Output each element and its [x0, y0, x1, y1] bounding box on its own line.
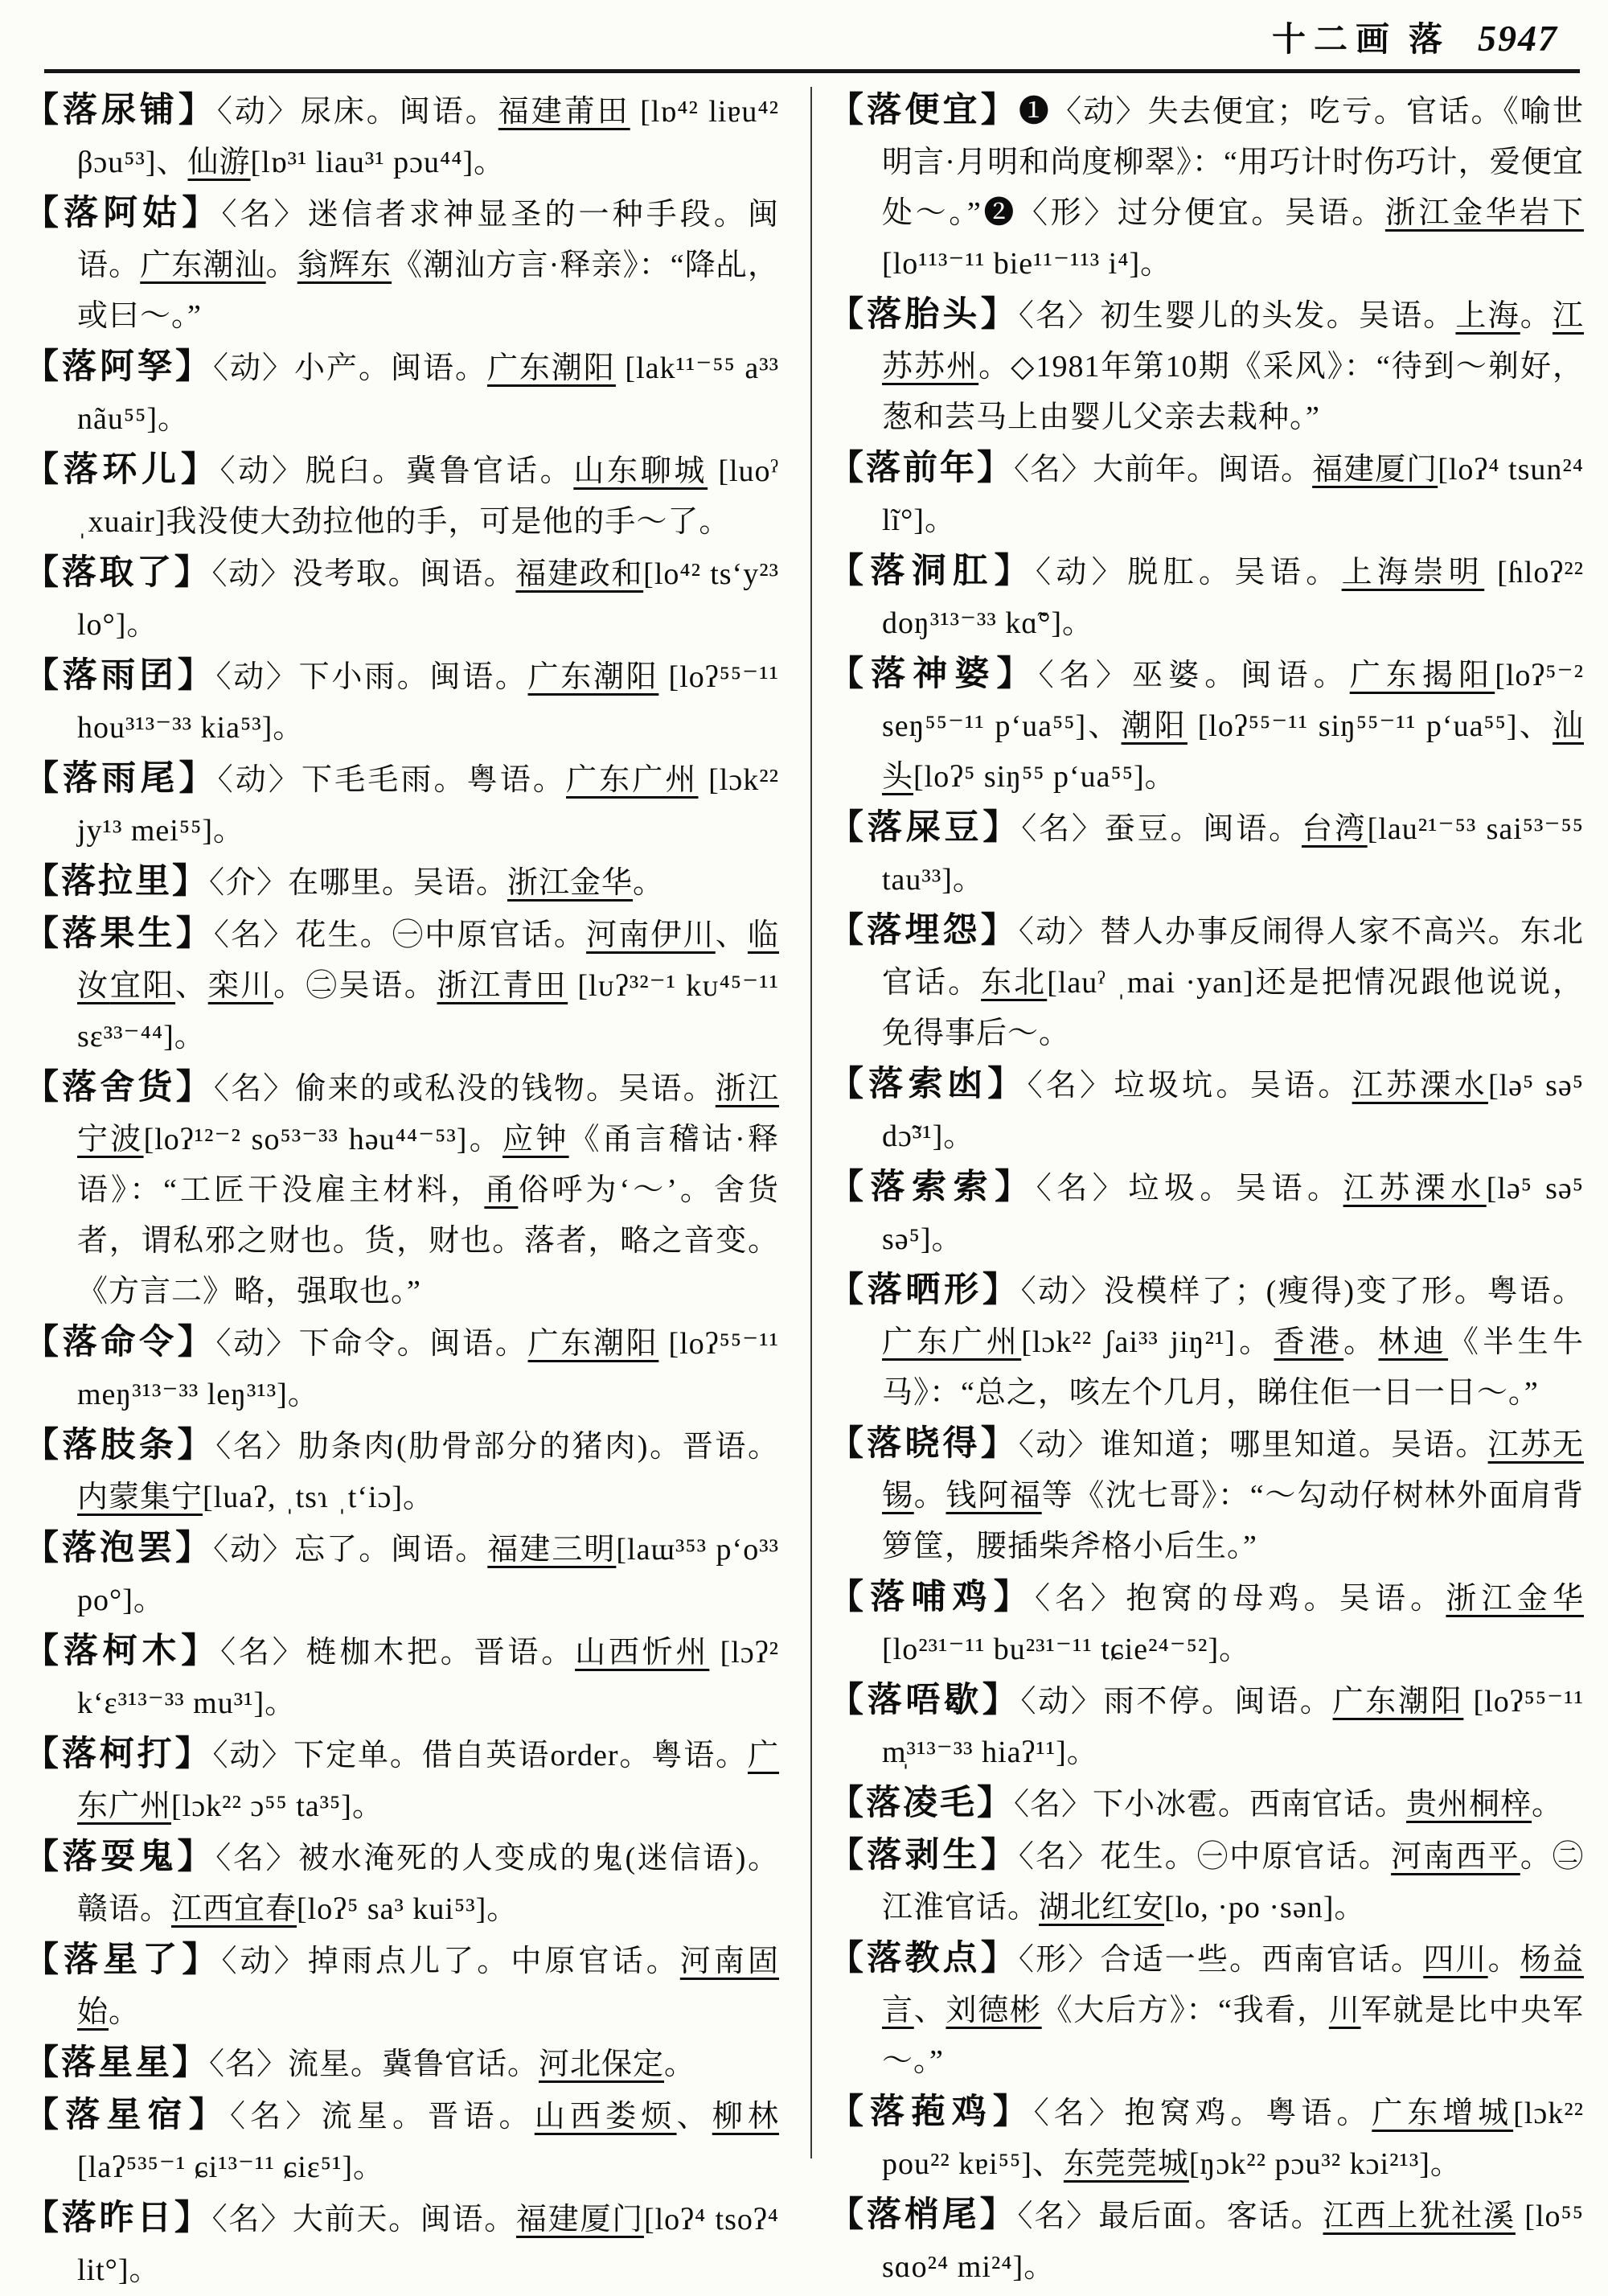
page-number: 5947: [1478, 18, 1558, 59]
entry-text: [loʔ⁵⁵⁻¹¹ hou³¹³⁻³³ kia⁵³]。: [77, 660, 779, 745]
entry-text: [lo⁵⁵ sɑo²⁴ mi²⁴]。: [882, 2199, 1584, 2284]
entry-text: 〈动〉替人办事反闹得人家不高兴。东北官话。: [882, 915, 1584, 1000]
entry-headword: 【落教点】: [829, 1940, 1019, 1978]
right-column: [829, 85, 1584, 2296]
entry-text: [loʔ⁴ tsun²⁴ lĩ°]。: [882, 453, 1585, 537]
entry-text: 〈名〉花生。㊀中原官话。: [213, 918, 587, 952]
dict-entry: [24, 856, 779, 909]
entry-text: 〈动〉下小雨。闽语。: [215, 660, 528, 694]
stroke-count-label: 十二画: [1271, 22, 1397, 59]
entry-text: [lak¹¹⁻⁵⁵ a³³ nãu⁵⁵]。: [77, 351, 779, 436]
proper-noun: 临汝: [77, 918, 779, 1003]
dict-entry: [829, 1778, 1584, 1830]
proper-noun: 贵州桐梓: [1406, 1788, 1532, 1822]
entry-text: [ŋɔk²² pɔu³² kɔi²¹³]。: [1188, 2147, 1462, 2181]
dict-entry: [24, 445, 779, 548]
proper-noun: 浙江青田: [437, 969, 568, 1003]
proper-noun: 江苏苏州: [882, 299, 1584, 384]
page-header: [1272, 13, 1558, 61]
entry-text: [lo⁴² tsʻy²³ lo°]。: [77, 557, 780, 642]
proper-noun: 湖北红安: [1039, 1891, 1165, 1924]
dict-entry: [829, 1265, 1584, 1419]
entry-text: 军就是比中央军～。”: [882, 1994, 1584, 2078]
proper-noun: 四川: [1423, 1943, 1488, 1977]
proper-noun: 栾川: [207, 969, 274, 1003]
entry-text: [lɔk²² jy¹³ mei⁵⁵]。: [77, 763, 779, 848]
entry-headword: 【落洞肛】: [829, 552, 1036, 590]
entry-text: [ɦloʔ²² doŋ³¹³⁻³³ kɑ̃°]。: [882, 556, 1584, 640]
entry-headword: 【落星了】: [24, 1941, 222, 1979]
entry-text: 。: [1487, 1943, 1520, 1977]
header-rule: [44, 69, 1580, 73]
entry-headword: 【落拉里】: [24, 863, 209, 901]
entry-headword: 【落雨尾】: [24, 760, 218, 798]
proper-noun: 内蒙集宁: [77, 1481, 203, 1514]
entry-headword: 【落柯打】: [24, 1735, 213, 1773]
entry-text: 《大后方》：“我看，: [1041, 1994, 1329, 2027]
proper-noun: 东北: [981, 966, 1048, 1000]
dict-entry: [829, 443, 1584, 546]
proper-noun: 杨益言: [882, 1943, 1584, 2027]
dict-entry: [24, 1523, 779, 1626]
entry-text: 。: [664, 2048, 696, 2081]
dict-entry: [24, 1317, 779, 1420]
entry-headword: 【落埋怨】: [829, 912, 1019, 950]
proper-noun: 福建厦门: [516, 2203, 644, 2236]
entry-text: 〈动〉忘了。闽语。: [213, 1533, 488, 1567]
proper-noun: 河南伊川: [586, 918, 716, 952]
entry-text: [laɯ³⁵³ pʻo³³ po°]。: [77, 1533, 779, 1617]
dict-entry: [829, 1419, 1584, 1572]
entry-columns: [24, 85, 1584, 2296]
entry-text: [loʔ⁵⁻² seŋ⁵⁵⁻¹¹ pʻua⁵⁵]、: [882, 659, 1584, 743]
proper-noun: 广东揭阳: [1349, 659, 1495, 692]
entry-text: [loʔ⁵⁵⁻¹¹ meŋ³¹³⁻³³ leŋ³¹³]。: [77, 1327, 779, 1411]
entry-text: 〈介〉在哪里。吴语。: [209, 866, 508, 900]
dict-entry: [829, 649, 1584, 803]
entry-text: 〈名〉大前年。闽语。: [1014, 453, 1313, 487]
entry-text: 〈名〉垃圾坑。吴语。: [1027, 1069, 1352, 1103]
entry-text: 。: [109, 1995, 141, 2029]
dict-entry: [829, 2087, 1584, 2190]
entry-text: [lauˀ ˌmai ·yan]还是把情况跟他说说，免得事后～。: [882, 966, 1584, 1050]
entry-text: [lo¹¹³⁻¹¹ bie¹¹⁻¹¹³ i⁴]。: [882, 247, 1172, 281]
entry-text: 〈名〉抱窝的母鸡。吴语。: [1035, 1582, 1446, 1616]
entry-text: [lɒ³¹ liau³¹ pɔu⁴⁴]。: [250, 146, 506, 179]
entry-headword: 【落哺鸡】: [829, 1579, 1035, 1616]
entry-text: [lɔʔ² kʻɛ³¹³⁻³³ mu³¹]。: [77, 1636, 779, 1720]
proper-noun: 江西上犹社溪: [1323, 2199, 1516, 2233]
entry-headword: 【落星星】: [24, 2044, 209, 2082]
dict-entry: [829, 1059, 1584, 1162]
dict-entry: [24, 1420, 779, 1523]
proper-noun: 广东增城: [1372, 2097, 1514, 2130]
entry-text: 《甬言稽诂·释语》：“工匠干没雇主材料，: [77, 1123, 779, 1207]
proper-noun: 甬: [484, 1173, 519, 1207]
entry-text: [lo, ·po ·sən]。: [1164, 1891, 1366, 1924]
entry-text: 。: [633, 866, 665, 900]
entry-text: 《半生牛马》：“总之，咳左个几月，睇住佢一日一日～。”: [882, 1325, 1584, 1410]
entry-text: 〈名〉抱窝鸡。粤语。: [1033, 2097, 1372, 2130]
proper-noun: 东莞莞城: [1063, 2147, 1189, 2181]
dict-entry: [829, 290, 1584, 443]
entry-text: [lau²¹⁻⁵³ sai⁵³⁻⁵⁵ tau³³]。: [882, 812, 1584, 897]
entry-headword: 【落命令】: [24, 1324, 216, 1362]
proper-noun: 广东潮阳: [527, 1327, 659, 1361]
proper-noun: 林迪: [1378, 1325, 1449, 1359]
proper-noun: 广东广州: [77, 1739, 779, 1823]
dict-entry: [829, 1675, 1584, 1778]
proper-noun: 柳林: [712, 2100, 779, 2134]
dict-entry: [24, 188, 779, 342]
entry-headword: 【落星宿】: [24, 2097, 230, 2134]
entry-text: 〈名〉花生。㊀中原官话。: [1018, 1840, 1392, 1874]
dict-entry: [24, 651, 779, 754]
entry-headword: 【落胎头】: [829, 296, 1019, 334]
entry-text: 。: [1532, 1788, 1564, 1822]
proper-noun: 福建厦门: [1312, 453, 1438, 487]
dict-entry: [24, 909, 779, 1062]
entry-text: 、: [175, 969, 208, 1003]
entry-headword: 【落神婆】: [829, 655, 1039, 693]
proper-noun: 江苏溧水: [1352, 1069, 1488, 1103]
entry-text: 〈名〉被水淹死的人变成的鬼(迷信语)。赣语。: [77, 1842, 780, 1926]
proper-noun: 上海: [1455, 299, 1520, 333]
proper-noun: 台湾: [1301, 812, 1368, 846]
entry-text: [lə⁵ sə⁵ sə⁵]。: [882, 1172, 1584, 1256]
dict-entry: [24, 1935, 779, 2038]
entry-text: [lə⁵ sə⁵ dɔ̃³¹]。: [882, 1069, 1584, 1153]
proper-noun: 宜阳: [109, 969, 176, 1003]
entry-headword: 【落便宜】: [829, 92, 1019, 129]
entry-headword: 【落剥生】: [829, 1837, 1019, 1875]
entry-headword: 【落昨日】: [24, 2199, 212, 2237]
dict-entry: [24, 2038, 779, 2090]
dict-entry: [829, 85, 1584, 290]
entry-headword: 【落果生】: [24, 915, 214, 953]
entry-text: 、: [913, 1994, 946, 2027]
proper-noun: 山西忻州: [575, 1636, 710, 1670]
entry-text: 〈动〉掉雨点儿了。中原官话。: [221, 1945, 680, 1978]
proper-noun: 浙江金华岩下: [1384, 196, 1584, 230]
entry-text: 〈动〉谁知道；哪里知道。吴语。: [1018, 1428, 1488, 1462]
proper-noun: 河南西平: [1391, 1840, 1520, 1874]
entry-text: 等《沈七哥》：“～勾动仔树林外面肩背箩筐，腰插柴斧格小后生。”: [882, 1479, 1584, 1563]
dict-entry: [829, 1162, 1584, 1265]
proper-noun: 广东广州: [882, 1325, 1022, 1359]
dict-entry: [829, 1572, 1584, 1675]
entry-headword: 【落屎豆】: [829, 809, 1022, 847]
head-character: 落: [1408, 22, 1450, 59]
entry-headword: 【落泡罢】: [24, 1530, 214, 1567]
dict-entry: [829, 906, 1584, 1059]
dict-entry: [24, 85, 779, 188]
entry-text: 〈动〉下命令。闽语。: [215, 1327, 528, 1361]
entry-text: [lo²³¹⁻¹¹ bu²³¹⁻¹¹ tɕie²⁴⁻⁵²]。: [882, 1633, 1251, 1666]
entry-text: 。: [265, 248, 297, 282]
proper-noun: 广东潮汕: [140, 248, 266, 282]
proper-noun: 浙江金华: [507, 866, 634, 900]
proper-noun: 汕头: [882, 709, 1584, 794]
entry-text: [laʔ⁵³⁵⁻¹ ɕi¹³⁻¹¹ ɕiɛ⁵¹]。: [77, 2150, 385, 2184]
entry-text: 〈名〉下小冰雹。西南官话。: [1014, 1788, 1407, 1822]
dict-entry: [24, 1626, 779, 1729]
entry-headword: 【落肢条】: [24, 1427, 216, 1464]
entry-text: [loʔ⁵ sa³ kui⁵³]。: [297, 1892, 519, 1926]
entry-text: 〈名〉最后面。客话。: [1017, 2199, 1323, 2233]
entry-text: [luoˀ ˌxuair]我没使大劲拉他的手，可是他的手～了。: [77, 454, 779, 539]
proper-noun: 应钟: [503, 1123, 569, 1156]
entry-text: 。: [1520, 299, 1553, 333]
entry-text: 〈动〉没模样了；(瘦得)变了形。粤语。: [1020, 1275, 1585, 1308]
dict-entry: [24, 1832, 779, 1935]
entry-headword: 【落耍鬼】: [24, 1838, 216, 1876]
entry-headword: 【落雨囝】: [24, 657, 216, 695]
entry-text: 〈动〉雨不停。闽语。: [1020, 1685, 1333, 1719]
proper-noun: 广东潮阳: [1332, 1685, 1464, 1719]
entry-text: 〈名〉垃圾。吴语。: [1036, 1172, 1343, 1206]
entry-text: [loʔ⁵⁵⁻¹¹ m̩³¹³⁻³³ hiaʔ¹¹]。: [882, 1685, 1584, 1769]
entry-text: 〈名〉蚕豆。闽语。: [1021, 812, 1302, 846]
proper-noun: 钱阿福: [946, 1479, 1042, 1513]
entry-text: [luaʔ, ˌtsɿ ˌtʻiɔ]。: [203, 1481, 435, 1514]
dict-entry: [24, 1729, 779, 1832]
entry-text: [loʔ⁵⁵⁻¹¹ siŋ⁵⁵⁻¹¹ pʻua⁵⁵]、: [1187, 709, 1553, 743]
proper-noun: 福建莆田: [498, 95, 630, 129]
entry-text: 〈名〉流星。冀鲁官话。: [209, 2048, 539, 2081]
entry-headword: 【落晓得】: [829, 1425, 1019, 1463]
entry-text: 〈动〉脱臼。冀鲁官话。: [219, 454, 574, 488]
left-column: [24, 85, 779, 2296]
proper-noun: 浙江金华: [1446, 1582, 1584, 1616]
proper-noun: 福建政和: [515, 557, 644, 591]
proper-noun: 江苏溧水: [1343, 1172, 1487, 1206]
dict-entry: [829, 803, 1584, 906]
proper-noun: 福建三明: [487, 1533, 617, 1567]
proper-noun: 广东广州: [566, 763, 699, 797]
proper-noun: 山东聊城: [573, 454, 708, 488]
entry-headword: 【落凌毛】: [829, 1785, 1014, 1822]
dict-entry: [829, 2190, 1584, 2293]
entry-text: 〈动〉尿床。闽语。: [216, 95, 498, 129]
entry-text: ❶〈动〉失去便宜；吃亏。官话。《喻世明言·月明和尚度柳翠》：“用巧计时伤巧计，爱便宜处～。”❷〈形〉过分便宜。吴语。: [882, 95, 1584, 230]
dict-entry: [24, 2193, 779, 2296]
entry-text: 〈名〉流星。晋语。: [229, 2100, 535, 2134]
proper-noun: 河北保定: [539, 2048, 665, 2081]
entry-headword: 【落前年】: [829, 450, 1015, 487]
entry-headword: 【落梢尾】: [829, 2196, 1018, 2234]
entry-headword: 【落晒形】: [829, 1271, 1021, 1309]
entry-text: 、: [715, 918, 748, 952]
entry-text: 、: [676, 2100, 712, 2134]
proper-noun: 香港: [1274, 1325, 1344, 1359]
entry-headword: 【落柯木】: [24, 1633, 221, 1670]
entry-headword: 【落阿姑】: [24, 195, 222, 232]
entry-text: 〈名〉梿枷木把。晋语。: [220, 1636, 576, 1670]
entry-headword: 【落索索】: [829, 1169, 1036, 1206]
entry-text: [lᴜʔ³²⁻¹ kᴜ⁴⁵⁻¹¹ sɛ³³⁻⁴⁴]。: [77, 969, 779, 1054]
entry-text: 。: [913, 1479, 946, 1513]
proper-noun: 上海崇明: [1341, 556, 1485, 589]
entry-headword: 【落唔歇】: [829, 1682, 1021, 1719]
entry-text: 〈名〉偷来的或私没的钱物。吴语。: [213, 1072, 716, 1106]
entry-text: 〈名〉迷信者求神显圣的一种手段。闽语。: [77, 198, 779, 282]
entry-headword: 【落环儿】: [24, 451, 220, 489]
entry-text: [lɔk²² ʃai³³ jiŋ²¹]。: [1021, 1325, 1274, 1359]
entry-text: 〈形〉合适一些。西南官话。: [1018, 1943, 1424, 1977]
entry-headword: 【落索凼】: [829, 1066, 1028, 1103]
dict-entry: [829, 1933, 1584, 2087]
dict-entry: [24, 342, 779, 445]
proper-noun: 广东潮阳: [527, 660, 659, 694]
dict-entry: [24, 1062, 779, 1317]
proper-noun: 仙游: [187, 146, 251, 179]
dict-entry: [24, 754, 779, 856]
entry-text: 俗呼为‘～’。舍货者，谓私邪之财也。货，财也。落者，略之音变。《方言二》略，强取也。”: [77, 1173, 779, 1308]
entry-text: [lɔk²² ɔ⁵⁵ ta³⁵]。: [171, 1789, 384, 1823]
proper-noun: 浙江宁波: [77, 1072, 779, 1156]
dict-entry: [24, 2090, 779, 2193]
entry-text: [loʔ⁵ siŋ⁵⁵ pʻua⁵⁵]。: [913, 760, 1176, 794]
entry-text: 〈名〉肋条肉(肋骨部分的猪肉)。晋语。: [215, 1430, 780, 1464]
entry-text: [loʔ⁴ tsoʔ⁴ lit°]。: [77, 2203, 779, 2287]
entry-headword: 【落取了】: [24, 554, 212, 592]
proper-noun: 翁辉东: [297, 248, 392, 282]
entry-text: [loʔ¹²⁻² so⁵³⁻³³ həu⁴⁴⁻⁵³]。: [143, 1123, 503, 1156]
entry-text: 〈动〉下定单。借自英语order。粤语。: [212, 1739, 748, 1772]
dict-entry: [829, 1830, 1584, 1933]
entry-text: 〈动〉没考取。闽语。: [211, 557, 516, 591]
entry-text: 〈名〉大前天。闽语。: [211, 2203, 517, 2236]
entry-headword: 【落菢鸡】: [829, 2093, 1034, 2131]
entry-text: 〈动〉脱肛。吴语。: [1036, 556, 1342, 589]
proper-noun: 刘德彬: [946, 1994, 1042, 2027]
dict-entry: [829, 546, 1584, 649]
entry-headword: 【落舍货】: [24, 1069, 214, 1107]
entry-text: 。◇1981年第10期《采风》：“待到～剃好，葱和芸马上由婴儿父亲去栽种。”: [882, 350, 1584, 434]
proper-noun: 山西娄烦: [534, 2100, 677, 2134]
entry-text: 〈动〉下毛毛雨。粤语。: [217, 763, 566, 797]
entry-text: 〈名〉初生婴儿的头发。吴语。: [1018, 299, 1456, 333]
entry-headword: 【落阿孥】: [24, 348, 213, 386]
entry-text: 〈动〉小产。闽语。: [212, 351, 487, 385]
entry-text: 。: [1343, 1325, 1379, 1359]
entry-text: 。㊁江淮官话。: [882, 1840, 1584, 1924]
entry-text: 。㊁吴语。: [273, 969, 437, 1003]
proper-noun: 川: [1328, 1994, 1361, 2027]
proper-noun: 广东潮阳: [486, 351, 616, 385]
proper-noun: 河南固始: [77, 1945, 779, 2029]
proper-noun: 潮阳: [1121, 709, 1188, 743]
dict-entry: [24, 548, 779, 651]
entry-text: 〈名〉巫婆。闽语。: [1038, 659, 1350, 692]
proper-noun: 江西宜春: [171, 1892, 297, 1926]
entry-text: [lɔk²² pou²² kɐi⁵⁵]、: [882, 2097, 1584, 2181]
entry-text: 《潮汕方言·释亲》：“降乩，或曰～。”: [77, 248, 779, 333]
entry-text: [lɒ⁴² liɐu⁴² βɔu⁵³]、: [77, 95, 779, 179]
entry-headword: 【落尿铺】: [24, 92, 217, 129]
proper-noun: 江苏无锡: [882, 1428, 1584, 1513]
